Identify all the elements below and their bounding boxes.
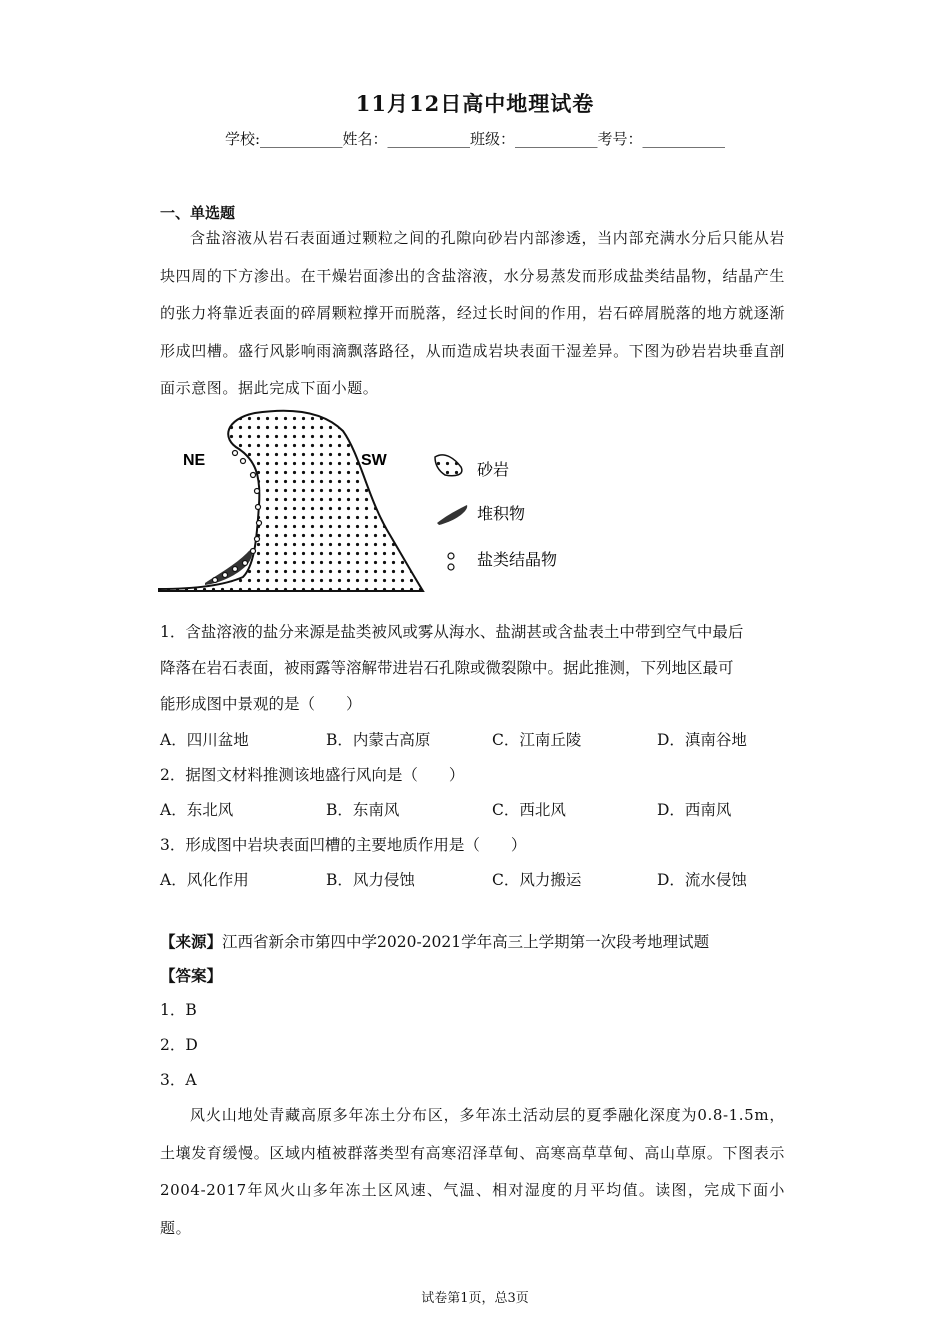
answer-2: 2．D — [160, 1036, 198, 1054]
legend-deposit: 堆积物 — [477, 504, 526, 523]
question-1-line-3: 能形成图中景观的是（ ） — [160, 695, 362, 713]
question-1-line-1: 1．含盐溶液的盐分来源是盐类被风或雾从海水、盐湖甚或含盐表土中带到空气中最后 — [160, 623, 744, 641]
class-field: 班级：___________ — [470, 130, 598, 148]
option-d[interactable]: D．西南风 — [657, 801, 732, 819]
name-field: 姓名：___________ — [342, 130, 471, 148]
answer-3: 3．A — [160, 1071, 197, 1089]
legend-salt-crystal: 盐类结晶物 — [477, 550, 558, 569]
option-c[interactable]: C．风力搬运 — [492, 871, 582, 889]
answer-label: 【答案】 — [160, 966, 223, 985]
option-b[interactable]: B．内蒙古高原 — [326, 731, 431, 749]
option-c[interactable]: C．西北风 — [492, 801, 566, 819]
option-b[interactable]: B．东南风 — [326, 801, 400, 819]
answer-1: 1．B — [160, 1001, 197, 1019]
option-d[interactable]: D．流水侵蚀 — [657, 871, 747, 889]
question-3-line-1: 3．形成图中岩块表面凹槽的主要地质作用是（ ） — [160, 836, 527, 854]
source-line — [160, 930, 709, 952]
section-title: 一、单选题 — [160, 204, 236, 222]
exam-number-field: 考号：___________ — [597, 130, 726, 148]
option-a[interactable]: A．风化作用 — [160, 871, 249, 889]
option-a[interactable]: A．东北风 — [160, 801, 234, 819]
student-info-line — [0, 128, 950, 149]
sandstone-profile-figure — [155, 405, 595, 600]
question-2-line-1: 2．据图文材料推测该地盛行风向是（ ） — [160, 766, 465, 784]
passage-1: 含盐溶液从岩石表面通过颗粒之间的孔隙向砂岩内部渗透，当内部充满水分后只能从岩块四周的下方渗出。在干燥岩面渗出的含盐溶液，水分易蒸发而形成盐类结晶物，结晶产生的张力将靠近表面的碎屑颗粒撑开而脱落，经过长时间的作用，岩石碎屑脱落的地方就逐渐形成凹槽。盛行风影响雨滴飘落路径，从而造成岩块表面干湿差异。下图为砂岩岩块垂直剖面示意图。据此完成下面小题。 — [160, 229, 785, 398]
page-footer: 试卷第1页，总3页 — [421, 1291, 529, 1306]
school-field: 学校:___________ — [224, 130, 343, 148]
legend-sandstone: 砂岩 — [477, 460, 510, 479]
legend-deposit-swatch — [437, 505, 467, 525]
source-label: 【来源】 — [160, 932, 223, 951]
sandstone-block — [159, 411, 423, 591]
page-title: 11月12日高中地理试卷 — [355, 91, 595, 116]
label-sw: SW — [361, 452, 387, 469]
option-d[interactable]: D．滇南谷地 — [657, 731, 747, 749]
legend-crystal-swatch — [448, 553, 454, 559]
legend-sandstone-swatch — [435, 455, 462, 476]
source-text: 江西省新余市第四中学2020-2021学年高三上学期第一次段考地理试题 — [222, 933, 710, 951]
option-a[interactable]: A．四川盆地 — [160, 731, 249, 749]
label-ne: NE — [183, 452, 206, 469]
passage-2: 风火山地处青藏高原多年冻土分布区，多年冻土活动层的夏季融化深度为0.8-1.5m，土壤发育缓慢。区域内植被群落类型有高寒沼泽草甸、高寒高草草甸、高山草原。下图表示2004-2017年风火山多年冻土区风速、气温、相对湿度的月平均值。读图，完成下面小题。 — [160, 1106, 785, 1237]
option-c[interactable]: C．江南丘陵 — [492, 731, 582, 749]
option-b[interactable]: B．风力侵蚀 — [326, 871, 415, 889]
question-1-line-2: 降落在岩石表面，被雨露等溶解带进岩石孔隙或微裂隙中。据此推测，下列地区最可 — [160, 659, 734, 677]
